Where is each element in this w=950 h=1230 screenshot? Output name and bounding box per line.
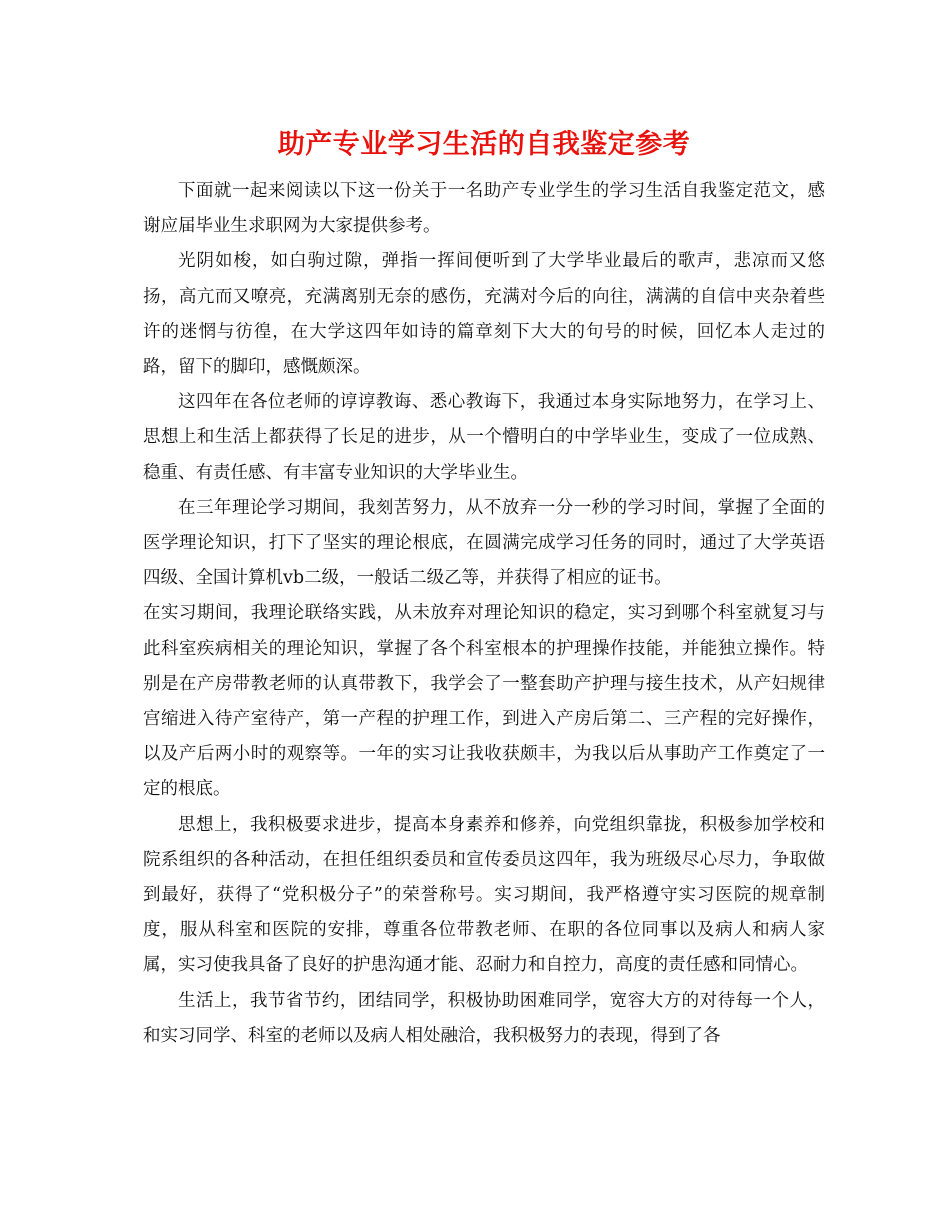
paragraph-life: 生活上，我节省节约，团结同学，积极协助困难同学，宽容大方的对待每一个人，和实习同学、科室的老师以及病人相处融洽，我积极努力的表现，得到了各 xyxy=(143,990,825,1046)
document-title: 助产专业学习生活的自我鉴定参考 xyxy=(277,129,691,160)
document-page xyxy=(143,116,825,1054)
document-body xyxy=(143,174,825,1054)
paragraph-ideology: 思想上，我积极要求进步，提高本身素养和修养，向党组织靠拢，积极参加学校和院系组织的各种活动，在担任组织委员和宣传委员这四年，我为班级尽心尽力，争取做到最好，获得了“党积极分子”的荣誉称号。实习期间，我严格遵守实习医院的规章制度，服从科室和医院的安排，尊重各位带教老师、在职的各位同事以及病人和病人家属，实习使我具备了良好的护患沟通才能、忍耐力和自控力，高度的责任感和同情心。 xyxy=(143,814,825,976)
paragraph-reflection: 光阴如梭，如白驹过隙，弹指一挥间便听到了大学毕业最后的歌声，悲凉而又悠扬，高亢而又嘹亮，充满离别无奈的感伤，充满对今后的向往，满满的自信中夹杂着些许的迷惘与彷徨，在大学这四年如诗的篇章刻下大大的句号的时候，回忆本人走过的路，留下的脚印，感慨颇深。 xyxy=(143,251,825,378)
paragraph-teachers: 这四年在各位老师的谆谆教诲、悉心教诲下，我通过本身实际地努力，在学习上、思想上和生活上都获得了长足的进步，从一个懵明白的中学毕业生，变成了一位成熟、稳重、有责任感、有丰富专业知识的大学毕业生。 xyxy=(143,392,825,483)
paragraph-intro: 下面就一起来阅读以下这一份关于一名助产专业学生的学习生活自我鉴定范文，感谢应届毕业生求职网为大家提供参考。 xyxy=(143,181,825,237)
paragraph-internship: 在实习期间，我理论联络实践，从未放弃对理论知识的稳定，实习到哪个科室就复习与此科室疾病相关的理论知识，掌握了各个科室根本的护理操作技能，并能独立操作。特别是在产房带教老师的认真带教下，我学会了一整套助产护理与接生技术，从产妇规律宫缩进入待产室待产，第一产程的护理工作，到进入产房后第二、三产程的完好操作，以及产后两小时的观察等。一年的实习让我收获颇丰，为我以后从事助产工作奠定了一定的根底。 xyxy=(143,603,825,800)
paragraph-theory-study: 在三年理论学习期间，我刻苦努力，从不放弃一分一秒的学习时间，掌握了全面的医学理论知识，打下了坚实的理论根底，在圆满完成学习任务的同时，通过了大学英语四级、全国计算机vb二级，一般话二级乙等，并获得了相应的证书。 xyxy=(143,497,825,589)
